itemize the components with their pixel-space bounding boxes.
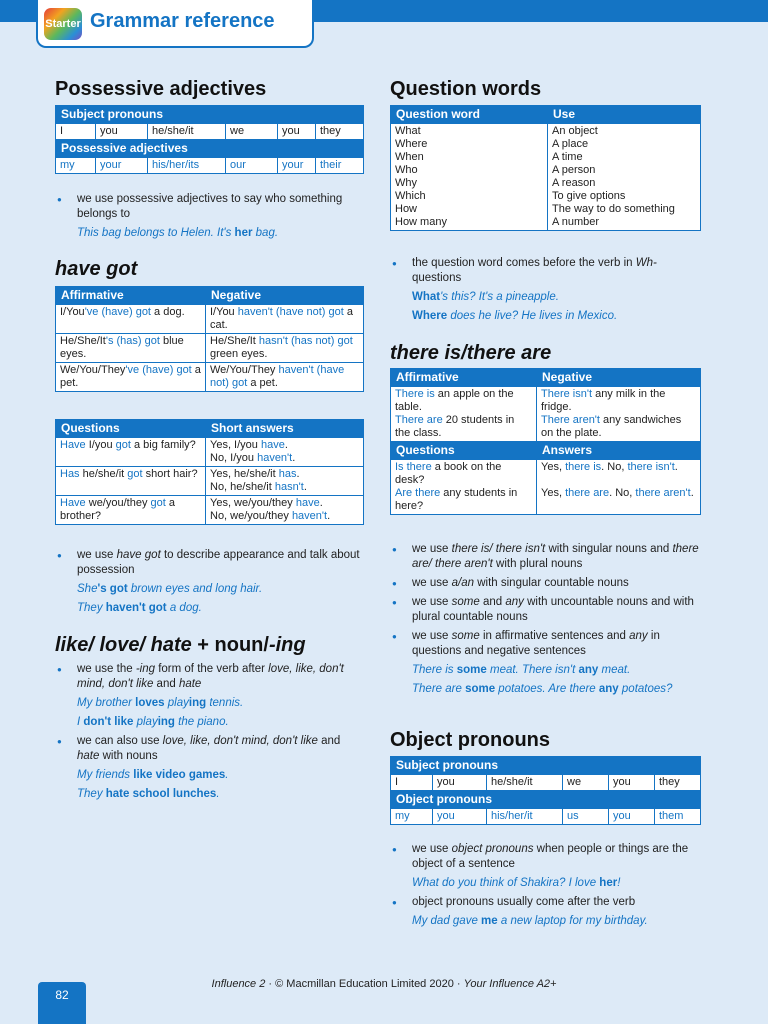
t: tennis. (206, 697, 244, 709)
t: any sandwiches on the plate. (541, 414, 682, 439)
t: he/she/it (79, 468, 128, 480)
t: have (260, 439, 285, 451)
negative-header: Negative (537, 369, 701, 387)
cell: you (433, 775, 487, 791)
page-number: 82 (38, 982, 86, 1024)
t: She (77, 583, 98, 595)
t: There is (395, 388, 435, 400)
example-sentence (390, 914, 705, 929)
have-got-notes (55, 548, 365, 620)
bullet-text (390, 256, 705, 286)
bullet-text (55, 734, 365, 764)
t: . (292, 452, 296, 464)
t: a cat. (210, 306, 353, 331)
t: ! (617, 877, 621, 889)
t: questions (412, 272, 462, 284)
question-word: How (395, 203, 418, 215)
table-row (391, 124, 701, 231)
t: love, like, don't mind, don't like (77, 663, 344, 690)
t: and (153, 678, 179, 690)
there-is-notes (390, 542, 705, 701)
t: when people or things are the object of a sentence (412, 843, 689, 870)
section-title-there-is: there is/there are (390, 342, 552, 364)
section-title-object-pronouns: Object pronouns (390, 729, 550, 751)
cell: I (56, 124, 96, 140)
bullet-text (390, 842, 705, 872)
question-word: Where (395, 138, 428, 150)
cell (56, 496, 206, 525)
table-row (56, 363, 364, 392)
t: · © Macmillan Education Limited 2020 · (265, 978, 464, 990)
t: There aren't (541, 414, 600, 426)
t: hate school lunches (105, 788, 217, 800)
t: got (127, 468, 143, 480)
section-title-like-love-hate (55, 634, 306, 657)
t: They (77, 788, 106, 800)
t: play (164, 697, 189, 709)
t: any (629, 630, 648, 642)
t: haven't got (105, 602, 167, 614)
questions-header: Questions (56, 420, 206, 438)
bullet-text (55, 662, 365, 692)
t: has (278, 468, 297, 480)
t: a book on the desk? (395, 461, 502, 486)
example-text: bag. (252, 227, 279, 239)
t: Your Influence A2+ (463, 978, 557, 990)
cell: you (609, 809, 655, 825)
question-word: What (395, 125, 421, 137)
cell: their (316, 158, 364, 174)
example-sentence (55, 696, 365, 711)
t: Have (60, 439, 86, 451)
cell: they (316, 124, 364, 140)
t: hate (178, 678, 202, 690)
t: form of the verb after (155, 663, 269, 675)
t: -ing (135, 663, 156, 675)
question-word-use: A number (552, 216, 600, 228)
t: We/You/They (60, 364, 126, 376)
have-got-questions-table (55, 419, 364, 525)
t: her (599, 877, 618, 889)
t: loves (135, 697, 165, 709)
t: have (295, 497, 320, 509)
t: any students in here? (395, 487, 518, 512)
section-title-possessive: Possessive adjectives (55, 78, 267, 100)
like-notes (55, 662, 365, 806)
t: We/You/They (210, 364, 279, 376)
t: with nouns (99, 750, 158, 762)
question-word-header: Question word (391, 106, 548, 124)
t: haven't (257, 452, 293, 464)
cell (206, 467, 364, 496)
t: I/You (210, 306, 238, 318)
t: 's got (97, 583, 128, 595)
example-sentence (390, 290, 705, 305)
t: a pet. (247, 377, 278, 389)
t: some (465, 683, 496, 695)
t: Yes, (541, 461, 566, 473)
t: the piano. (174, 716, 229, 728)
bullet-text (390, 629, 705, 659)
there-is-table (390, 368, 701, 515)
example-sentence (55, 787, 365, 802)
t: meat. (598, 664, 631, 676)
question-words-notes (390, 256, 705, 328)
t: ing (188, 697, 207, 709)
t: object pronouns (451, 843, 534, 855)
example-highlight: her (234, 227, 253, 239)
t: with singular countable nouns (474, 577, 629, 589)
t: Yes, we/you/they (210, 497, 296, 509)
t: Wh- (635, 257, 657, 269)
cell: his/her/its (148, 158, 226, 174)
cell: we (226, 124, 278, 140)
t: we can also use (77, 735, 163, 747)
t: we use (412, 630, 452, 642)
cell (206, 496, 364, 525)
t: haven't (291, 510, 328, 522)
table-row (56, 467, 364, 496)
t: don't like (83, 716, 134, 728)
t: Influence 2 (211, 978, 266, 990)
cell: us (563, 809, 609, 825)
t: there are/ there aren't (412, 543, 699, 570)
t: 've (have) got (125, 364, 192, 376)
t: does he live? He lives in Mexico. (447, 310, 618, 322)
question-word: How many (395, 216, 447, 228)
cell: your (278, 158, 316, 174)
t: There are (412, 683, 466, 695)
negative-header: Negative (206, 287, 364, 305)
t: No, he/she/it (210, 481, 275, 493)
t: He/She/It (210, 335, 259, 347)
example-sentence (390, 682, 705, 697)
t: an apple on the table. (395, 388, 514, 413)
t: Yes, (541, 487, 566, 499)
t: a/an (451, 577, 475, 589)
question-word: Why (395, 177, 417, 189)
subject-pronouns-row (391, 775, 701, 791)
t: . (216, 788, 220, 800)
t: . (690, 487, 694, 499)
t: 's this? It's a pineapple. (440, 291, 559, 303)
t: some (451, 596, 480, 608)
t: There are (395, 414, 443, 426)
t: No, I/you (210, 452, 258, 464)
bullet-text (55, 548, 365, 578)
question-words-table (390, 105, 701, 231)
t: we use (412, 543, 452, 555)
t: we use (412, 596, 452, 608)
t: There is (412, 664, 457, 676)
t: got (150, 497, 166, 509)
cell: your (96, 158, 148, 174)
t: we/you/they (85, 497, 151, 509)
answers-header: Answers (537, 442, 701, 460)
question-word-use: A reason (552, 177, 596, 189)
question-word-use: A person (552, 164, 596, 176)
cell (206, 334, 364, 363)
t: haven't (have not) got (237, 306, 344, 318)
t: with singular nouns and (545, 543, 673, 555)
bullet-text: ● object pronouns usually come after the verb (390, 895, 705, 910)
questions-header: Questions (391, 442, 537, 460)
example-text: This bag belongs to Helen. It's (77, 227, 235, 239)
t: Where (412, 310, 448, 322)
subject-pronouns-row (56, 124, 364, 140)
question-word-use: A place (552, 138, 589, 150)
cell: we (563, 775, 609, 791)
example-sentence (390, 663, 705, 678)
t: + noun/ (191, 634, 269, 656)
t: and (317, 735, 341, 747)
t: a dog. (151, 306, 185, 318)
t: ing (157, 716, 175, 728)
t: got (115, 439, 131, 451)
t: haven't (have not) got (210, 364, 345, 389)
t: like/ love/ hate (55, 634, 192, 656)
example-sentence (390, 876, 705, 891)
t: green eyes. (210, 348, 268, 360)
t: any (598, 683, 619, 695)
section-title-have-got: have got (55, 258, 138, 280)
t: There isn't (541, 388, 593, 400)
cell: they (655, 775, 701, 791)
cell: them (655, 809, 701, 825)
object-pronouns-header: Object pronouns (391, 791, 701, 809)
t: Yes, I/you (210, 439, 261, 451)
object-pronouns-notes (390, 842, 705, 933)
t: My dad gave (412, 915, 482, 927)
t: meat. There isn't (486, 664, 579, 676)
table-row (56, 496, 364, 525)
affirmative-header: Affirmative (56, 287, 206, 305)
section-title-question-words: Question words (390, 78, 542, 100)
question-word: When (395, 151, 424, 163)
cell: he/she/it (487, 775, 563, 791)
cell: I (391, 775, 433, 791)
t: Has (60, 468, 80, 480)
t: any milk in the fridge. (541, 388, 666, 413)
t: I/You (60, 306, 85, 318)
example-sentence (55, 226, 365, 241)
cell: my (391, 809, 433, 825)
t: there is (565, 461, 602, 473)
t: we use the (77, 663, 136, 675)
table-row (56, 438, 364, 467)
t: No, we/you/they (210, 510, 292, 522)
t: we use (77, 549, 117, 561)
t: Have (60, 497, 86, 509)
header-title-tab (36, 0, 314, 48)
t: play (133, 716, 158, 728)
t: . (303, 481, 307, 493)
cell (56, 467, 206, 496)
bullet-text (390, 542, 705, 572)
cell: you (433, 809, 487, 825)
t: love, like, don't mind, don't like (162, 735, 318, 747)
cell (56, 363, 206, 392)
t: . (284, 439, 288, 451)
possessive-adjectives-row (56, 158, 364, 174)
t: there isn't (627, 461, 675, 473)
question-word: Who (395, 164, 418, 176)
example-sentence (390, 309, 705, 324)
t: . No, (609, 487, 636, 499)
t: I/you (85, 439, 116, 451)
t: I (77, 716, 84, 728)
cell (391, 460, 537, 515)
possessive-adjectives-header: Possessive adjectives (56, 140, 364, 158)
t: like video games (133, 769, 226, 781)
cell: you (609, 775, 655, 791)
t: with uncountable nouns and with plural countable nouns (412, 596, 694, 623)
t: the question word comes before the verb in (412, 257, 636, 269)
question-word-use: A time (552, 151, 583, 163)
t: potatoes? (618, 683, 673, 695)
cell: he/she/it (148, 124, 226, 140)
table-row (391, 387, 701, 442)
t: a pet. (60, 364, 201, 389)
t: some (456, 664, 487, 676)
t: My brother (77, 697, 136, 709)
t: some (451, 630, 480, 642)
bullet-text: ● we use possessive adjectives to say who something belongs to (55, 192, 365, 222)
question-word-use: To give options (552, 190, 626, 202)
t: a new laptop for my birthday. (497, 915, 648, 927)
t: . No, (601, 461, 628, 473)
bullet-text (390, 595, 705, 625)
example-sentence (55, 582, 365, 597)
short-answers-header: Short answers (206, 420, 364, 438)
t: there aren't (635, 487, 691, 499)
subject-pronouns-header: Subject pronouns (391, 757, 701, 775)
t: 20 students in the class. (395, 414, 515, 439)
cell: his/her/it (487, 809, 563, 825)
t: there is/ there isn't (451, 543, 546, 555)
cell (537, 387, 701, 442)
use-header: Use (548, 106, 701, 124)
object-pronouns-table (390, 756, 701, 825)
t: have got (116, 549, 161, 561)
cell (391, 387, 537, 442)
t: potatoes. Are there (495, 683, 599, 695)
t: any (505, 596, 524, 608)
t: hate (77, 750, 100, 762)
t: Are there (395, 487, 441, 499)
cell: you (278, 124, 316, 140)
t: and (479, 596, 506, 608)
t: . (319, 497, 323, 509)
t: . (296, 468, 300, 480)
question-word-list (391, 124, 548, 231)
t: brown eyes and long hair. (127, 583, 263, 595)
t: blue eyes. (60, 335, 184, 360)
object-pronouns-row (391, 809, 701, 825)
subject-pronouns-header: Subject pronouns (56, 106, 364, 124)
t: a dog. (166, 602, 202, 614)
table-row (391, 460, 701, 515)
t: 's (has) got (105, 335, 160, 347)
example-sentence (55, 768, 365, 783)
use-list (548, 124, 701, 231)
cell (206, 438, 364, 467)
possessive-table (55, 105, 364, 174)
cell (206, 363, 364, 392)
cell: our (226, 158, 278, 174)
t: 've (have) got (84, 306, 151, 318)
possessive-notes (55, 192, 365, 245)
t: hasn't (has not) got (258, 335, 353, 347)
cell (206, 305, 364, 334)
page-title: Grammar reference (90, 10, 275, 32)
t: with plural nouns (492, 558, 583, 570)
footer-credit (0, 978, 768, 990)
t: He/She/It (60, 335, 106, 347)
cell (56, 305, 206, 334)
cell (56, 438, 206, 467)
have-got-table (55, 286, 364, 392)
cell: you (96, 124, 148, 140)
starter-logo: Starter (44, 8, 82, 40)
t: there are (565, 487, 610, 499)
affirmative-header: Affirmative (391, 369, 537, 387)
cell (56, 334, 206, 363)
t: to describe appearance and talk about possession (77, 549, 360, 576)
t: a brother? (60, 497, 175, 522)
t: . (225, 769, 229, 781)
t: They (77, 602, 106, 614)
t: Is there (395, 461, 432, 473)
t: Yes, he/she/it (210, 468, 279, 480)
t: What do you think of Shakira? I love (412, 877, 600, 889)
t: we use (412, 843, 452, 855)
t: What (412, 291, 441, 303)
question-word-use: The way to do something (552, 203, 675, 215)
bullet-text (390, 576, 705, 591)
t: a big family? (130, 439, 196, 451)
t: any (578, 664, 599, 676)
cell (537, 460, 701, 515)
example-sentence (55, 601, 365, 616)
question-word: Which (395, 190, 426, 202)
t: we use (412, 577, 452, 589)
table-row (56, 305, 364, 334)
t: My friends (77, 769, 134, 781)
example-sentence (55, 715, 365, 730)
t: . (327, 510, 331, 522)
t: in questions and negative sentences (412, 630, 660, 657)
t: . (674, 461, 678, 473)
table-row (56, 334, 364, 363)
t: in affirmative sentences and (479, 630, 630, 642)
question-word-use: An object (552, 125, 598, 137)
cell: my (56, 158, 96, 174)
t: short hair? (142, 468, 198, 480)
t: -ing (268, 634, 306, 656)
t: me (481, 915, 498, 927)
t: hasn't (274, 481, 304, 493)
